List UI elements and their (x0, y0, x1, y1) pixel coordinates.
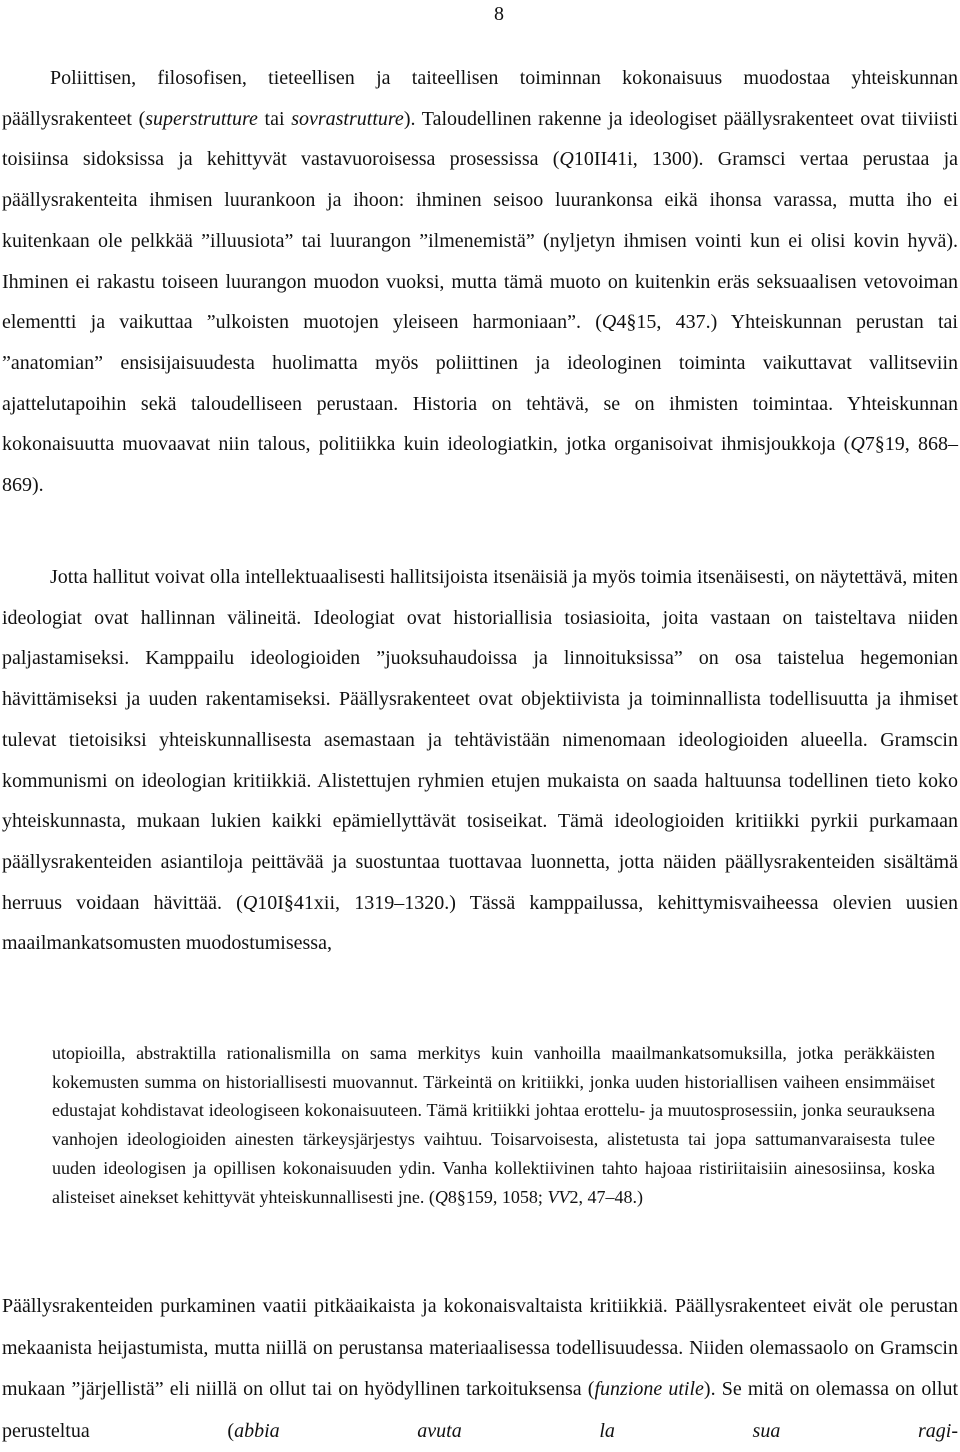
text-run: 2, 47–48.) (569, 1186, 643, 1207)
italic-term: sovrastrutture (291, 107, 404, 130)
text-run: Päällysrakenteiden purkaminen vaatii pitkäaikaista ja kokonaisvaltaista kritiikkiä. Päällysrakenteet eivät ole perustan mekaanista heijastumista, mutta niillä on perustansa materiaalisessa todellisuudessa. Niiden olemassaolo on Gramscin mukaan ”järjellistä” eli niillä on ollut tai on hyödyllinen tarkoituksensa ( (2, 1295, 958, 1400)
text-run: ). Se mitä on olemassa on ollut perusteltua ( (2, 1378, 958, 1442)
text-run: 4§15, 437.) Yhteiskunnan perustan tai ”anatomian” ensisijaisuudesta huolimatta myös poliittinen ja ideologinen toiminta vaikuttavat vallitseviin ajattelutapoihin sekä taloudelliseen perustaan. Historia on tehtävä, se on ihmisten toimintaa. Yhteiskunnan kokonaisuutta muovaavat niin talous, politiikka kuin ideologiatkin, jotka organisoivat ihmisjoukkoja ( (2, 311, 958, 456)
text-run: Jotta hallitut voivat olla intellektuaalisesti hallitsijoista itsenäisiä ja myös toimia itsenäisesti, on näytettävä, miten ideologiat ovat hallinnan välineitä. Ideologiat ovat historiallisia tosiasioita, joita vastaan on taisteltava niiden paljastamiseksi. Kamppailu ideologioiden ”juoksuhaudoissa ja linnoituksissa” on osa taistelua hegemonian hävittämiseksi ja uuden rakentamiseksi. Päällysrakenteet ovat objektiivista ja toiminnallista todellisuutta ja ihmiset tulevat tietoisiksi yhteiskunnallisesta asemastaan ja tehtävistään nimenomaan ideologioiden alueella. Gramscin kommunismi on ideologian kritiikkiä. Alistettujen ryhmien etujen mukaista on saada haltuunsa todellinen tieto koko yhteiskunnasta, mukaan lukien kaikki epämiellyttävät tosiseikat. Tämä ideologioiden kritiikki pyrkii purkamaan päällysrakenteiden asiantiloja peittävää ja suostuntaa tuottavaa luonnetta, jotta näiden päällysrakenteiden sisältämä herruus voidaan hävittää. ( (2, 566, 958, 914)
text-run: utopioilla, abstraktilla rationalismilla on sama merkitys kuin vanhoilla maailmankatsomuksilla, jotka peräkkäisten kokemusten summa on historiallisesti muovannut. Tärkeintä on kritiikki, jonka uuden historiallisen vaiheen ensimmäiset edustajat kohdistavat ideologiseen kokonaisuuteen. Tämä kritiikki johtaa erottelu- ja muutosprosessiin, jonka seurauksena vanhojen ideologioiden ainesten tärkeysjärjestys vaihtuu. Toisarvoisesta, alistetusta tai jopa sattumanvaraisesta tulee uuden ideologisen ja opillisen kokonaisuuden ydin. Vanha kollektiivinen tahto hajoaa ristiriitaisiin ainesosiinsa, koska alisteiset ainekset kehittyvät yhteiskunnallisesti jne. ( (52, 1043, 935, 1207)
italic-term: superstrutture (145, 107, 258, 130)
citation-notebook-letter: Q (559, 148, 574, 171)
citation-notebook-letter: Q (434, 1186, 448, 1207)
paragraph-ideology-critique (2, 557, 958, 964)
text-run: tai (257, 107, 292, 130)
citation-notebook-letter: Q (601, 311, 617, 334)
block-quote (52, 1039, 935, 1211)
citation-source-abbrev: VV (547, 1186, 570, 1207)
text-run: ). Taloudellinen rakenne ja ideologiset päällysrakenteet ovat tiiviisti toisiinsa sidoksissa ja kehittyvät vastavuoroisessa prosessissa ( (2, 107, 958, 171)
italic-term: abbia avuta la sua ragi- (234, 1419, 958, 1442)
text-run: 10II41i, 1300). Gramsci vertaa perustaa ja päällysrakenteita ihmisen luurankoon ja ihoon: ihminen seisoo luurankonsa eikä ihonsa varassa, mutta iho ei kuitenkaan ole pelkkää ”illuusiota” tai luurangon ”ilmenemistä” (nyljetyn ihmisen vointi kun ei olisi kovin hyvä). Ihminen ei rakastu toiseen luurangon muodon vuoksi, mutta tämä muoto on kuitenkin eräs seksuaalisen vetovoiman elementti ja vaikuttaa ”ulkoisten muotojen yleiseen harmoniaan”. ( (2, 148, 959, 334)
citation-notebook-letter: Q (850, 433, 865, 456)
paragraph-superstructures (2, 58, 958, 506)
text-run: 8§159, 1058; (447, 1186, 548, 1207)
text-run: 7§19, 868–869). (2, 433, 958, 497)
italic-term: funzione utile (594, 1378, 704, 1400)
paragraph-dismantling-superstructures (2, 1286, 958, 1452)
page-number: 8 (494, 3, 504, 25)
citation-notebook-letter: Q (242, 891, 258, 914)
text-run: 10I§41xii, 1319–1320.) Tässä kamppailussa, kehittymisvaiheessa olevien uusien maailmankatsomusten muodostumisessa, (2, 891, 958, 955)
text-run: Poliittisen, filosofisen, tieteellisen ja taiteellisen toiminnan kokonaisuus muodostaa yhteiskunnan päällysrakenteet ( (2, 67, 958, 130)
